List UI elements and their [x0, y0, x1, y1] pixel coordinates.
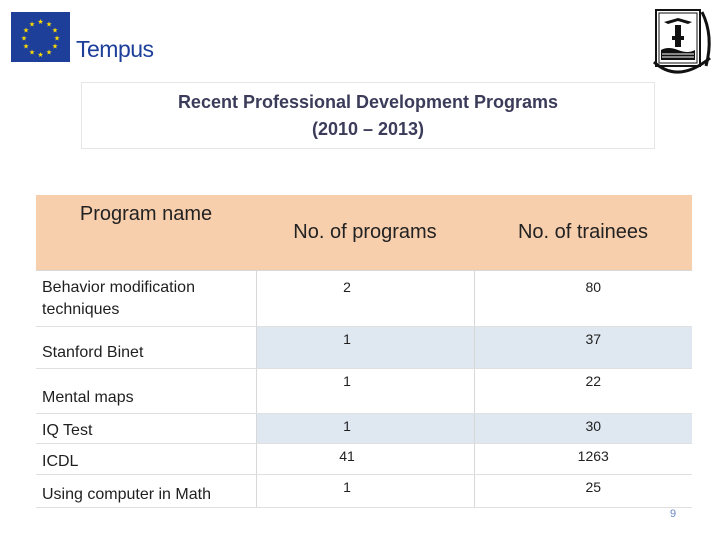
column-header-no-of-trainees: No. of trainees [474, 195, 692, 271]
svg-text:★: ★ [28, 48, 36, 57]
trainees-count-cell: 25 [474, 475, 692, 508]
eu-flag-logo [11, 12, 70, 62]
program-name-cell: Behavior modification techniques [36, 271, 256, 327]
table-row [36, 327, 692, 369]
title-box [81, 82, 655, 149]
programs-table [36, 195, 692, 508]
programs-count-cell: 41 [256, 444, 474, 475]
programs-count-cell: 1 [256, 475, 474, 508]
column-header-no-of-programs: No. of programs [256, 195, 474, 271]
university-seal-logo [648, 6, 716, 80]
program-name-cell: Using computer in Math [36, 475, 256, 508]
program-name-cell: Mental maps [36, 369, 256, 414]
page-subtitle-years: (2010 – 2013) [311, 118, 425, 139]
column-header-program-name: Program name [36, 195, 256, 271]
trainees-count-cell: 37 [474, 327, 692, 369]
trainees-count-cell: 30 [474, 414, 692, 444]
table-row [36, 444, 692, 475]
svg-text:★: ★ [22, 42, 30, 51]
trainees-count-cell: 80 [474, 271, 692, 327]
svg-text:★: ★ [28, 20, 36, 29]
programs-count-cell: 2 [256, 271, 474, 327]
programs-count-cell: 1 [256, 369, 474, 414]
table-row [36, 369, 692, 414]
programs-count-cell: 1 [256, 327, 474, 369]
svg-text:★: ★ [22, 26, 30, 35]
eu-stars-icon [11, 12, 70, 62]
programs-count-cell: 1 [256, 414, 474, 444]
trainees-count-cell: 22 [474, 369, 692, 414]
svg-text:★: ★ [20, 34, 28, 43]
page-title: Recent Professional Development Programs [177, 91, 559, 112]
page-number: 9 [670, 508, 677, 520]
svg-text:★: ★ [53, 34, 61, 43]
svg-text:★: ★ [45, 48, 53, 57]
table-row [36, 475, 692, 508]
svg-text:★: ★ [37, 51, 44, 59]
program-name-cell: Stanford Binet [36, 327, 256, 369]
svg-text:★: ★ [51, 26, 59, 35]
table-header-row [36, 195, 692, 271]
svg-text:★: ★ [51, 42, 59, 51]
program-name-cell: ICDL [36, 444, 256, 475]
program-name-cell: IQ Test [36, 414, 256, 444]
svg-text:★: ★ [37, 18, 44, 26]
tempus-logo-text: Tempus [76, 36, 154, 62]
table-row [36, 271, 692, 327]
trainees-count-cell: 1263 [474, 444, 692, 475]
table-row [36, 414, 692, 444]
svg-text:★: ★ [45, 20, 53, 29]
